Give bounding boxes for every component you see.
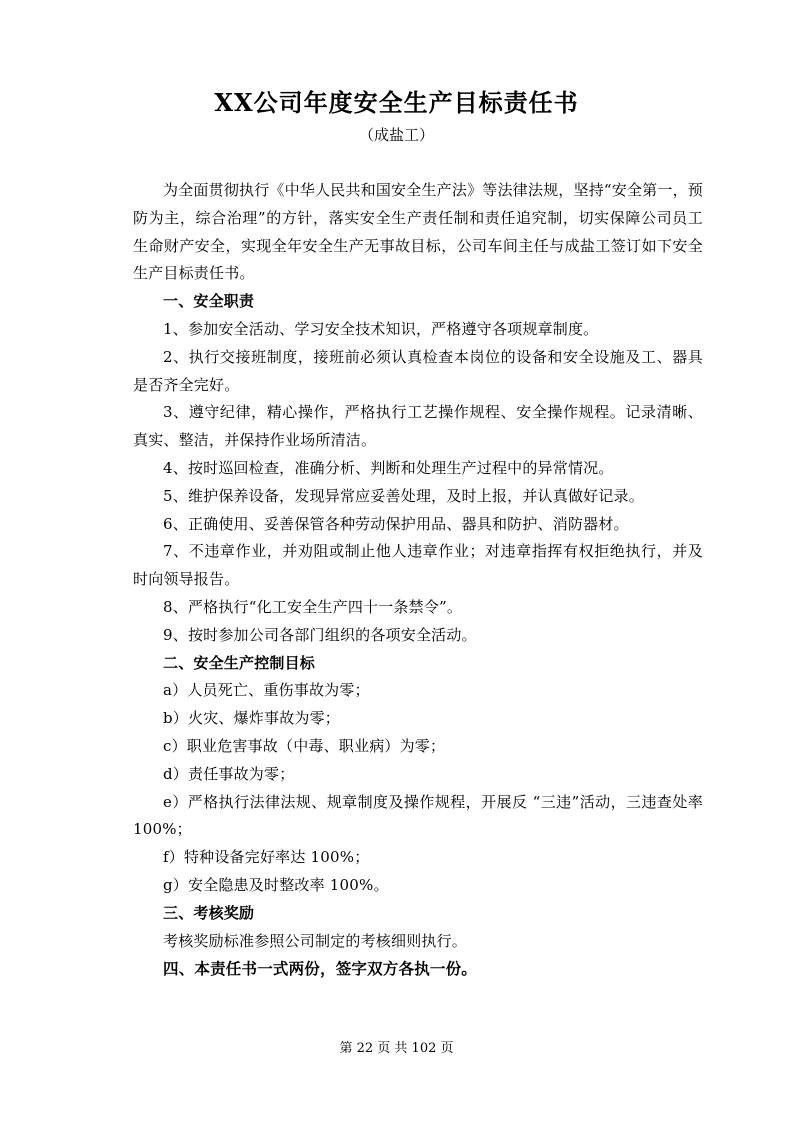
duty-item: 6、正确使用、妥善保管各种劳动保护用品、器具和防护、消防器材。 <box>163 514 629 533</box>
intro-paragraph: 为全面贯彻执行《中华人民共和国安全生产法》等法律法规，坚持“安全第一，预防为主，综合治理”的方针，落实安全生产责任制和责任追究制，切实保障公司员工生命财产安全，实现全年安全生产无事故目标，公司车间主任与成盐工签订如下安全生产目标责任书。 <box>133 181 703 283</box>
section-heading-duties: 一、安全职责 <box>163 292 255 311</box>
target-item: f）特种设备完好率达 100%； <box>163 848 370 867</box>
assessment-text: 考核奖励标准参照公司制定的考核细则执行。 <box>163 931 468 950</box>
duty-item: 2、执行交接班制度，接班前必须认真检查本岗位的设备和安全设施及工、器具是否齐全完好。 <box>133 347 703 394</box>
section-heading-copies: 四、本责任书一式两份，签字双方各执一份。 <box>163 959 478 979</box>
target-item: a）人员死亡、重伤事故为零； <box>163 681 370 700</box>
target-item: b）火灾、爆炸事故为零； <box>163 709 341 728</box>
duty-item: 7、不违章作业，并劝阻或制止他人违章作业；对违章指挥有权拒绝执行，并及时向领导报告。 <box>133 542 703 589</box>
document-body <box>133 177 703 983</box>
section-heading-targets: 二、安全生产控制目标 <box>163 653 316 672</box>
target-item: g）安全隐患及时整改率 100%。 <box>163 875 389 894</box>
duty-item: 9、按时参加公司各部门组织的各项安全活动。 <box>163 625 477 644</box>
target-item: e）严格执行法律法规、规章制度及操作规程，开展反 “三违”活动，三违查处率 100%； <box>133 792 703 839</box>
duty-item: 3、遵守纪律，精心操作，严格执行工艺操作规程、安全操作规程。记录清晰、真实、整洁，并保持作业场所清洁。 <box>133 403 703 450</box>
duty-item: 8、严格执行“化工安全生产四十一条禁令”。 <box>163 597 463 616</box>
target-item: d）责任事故为零； <box>163 764 295 783</box>
document-title: XX公司年度安全生产目标责任书 <box>214 88 579 117</box>
duty-item: 1、参加安全活动、学习安全技术知识，严格遵守各项规章制度。 <box>163 319 599 338</box>
document-subtitle: （成盐工） <box>358 126 434 144</box>
section-heading-assessment: 三、考核奖励 <box>163 903 255 922</box>
duty-item: 4、按时巡回检查，准确分析、判断和处理生产过程中的异常情况。 <box>163 458 614 477</box>
duty-item: 5、维护保养设备，发现异常应妥善处理，及时上报，并认真做好记录。 <box>163 486 644 505</box>
target-item: c）职业危害事故（中毒、职业病）为零； <box>163 736 446 755</box>
page-number: 第 22 页 共 102 页 <box>339 1041 454 1056</box>
